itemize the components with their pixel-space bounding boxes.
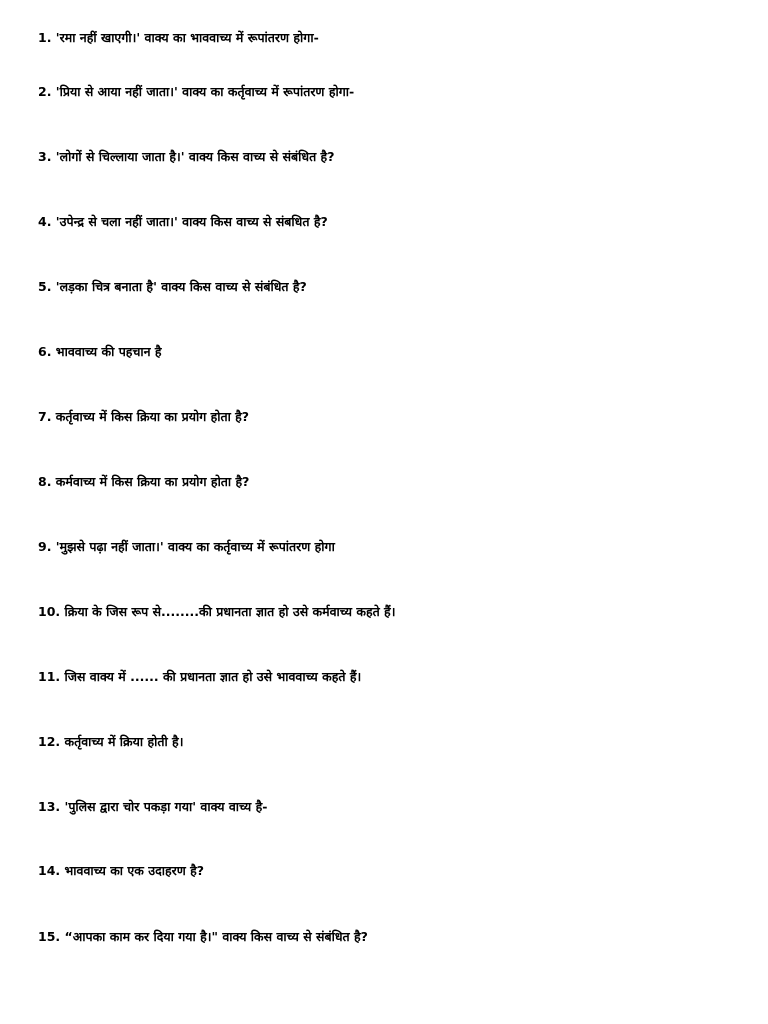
question-10: 10. क्रिया के जिस रूप से........की प्रधानता ज्ञात हो उसे कर्मवाच्य कहते हैं। [38, 604, 396, 619]
question-12: 12. कर्तृवाच्य में क्रिया होती है। [38, 734, 184, 749]
question-13: 13. 'पुलिस द्वारा चोर पकड़ा गया' वाक्य वाच्य है- [38, 799, 268, 814]
question-3: 3. 'लोगों से चिल्लाया जाता है।' वाक्य किस वाच्य से संबंधित है? [38, 149, 335, 164]
question-15: 15. “आपका काम कर दिया गया है।" वाक्य किस वाच्य से संबंधित है? [38, 929, 368, 944]
question-2: 2. 'प्रिया से आया नहीं जाता।' वाक्य का कर्तृवाच्य में रूपांतरण होगा- [38, 84, 355, 99]
question-4: 4. 'उपेन्द्र से चला नहीं जाता।' वाक्य किस वाच्य से संबधित है? [38, 214, 328, 229]
question-14: 14. भाववाच्य का एक उदाहरण है? [38, 863, 205, 878]
question-7: 7. कर्तृवाच्य में किस क्रिया का प्रयोग होता है? [38, 409, 250, 424]
question-8: 8. कर्मवाच्य में किस क्रिया का प्रयोग होता है? [38, 474, 250, 489]
question-5: 5. 'लड़का चित्र बनाता है' वाक्य किस वाच्य से संबंधित है? [38, 279, 307, 294]
question-1: 1. 'रमा नहीं खाएगी।' वाक्य का भाववाच्य में रूपांतरण होगा- [38, 30, 319, 45]
question-6: 6. भाववाच्य की पहचान है [38, 344, 162, 359]
question-11: 11. जिस वाक्य में ...... की प्रधानता ज्ञात हो उसे भाववाच्य कहते हैं। [38, 669, 362, 684]
question-9: 9. 'मुझसे पढ़ा नहीं जाता।' वाक्य का कर्तृवाच्य में रूपांतरण होगा [38, 539, 335, 554]
